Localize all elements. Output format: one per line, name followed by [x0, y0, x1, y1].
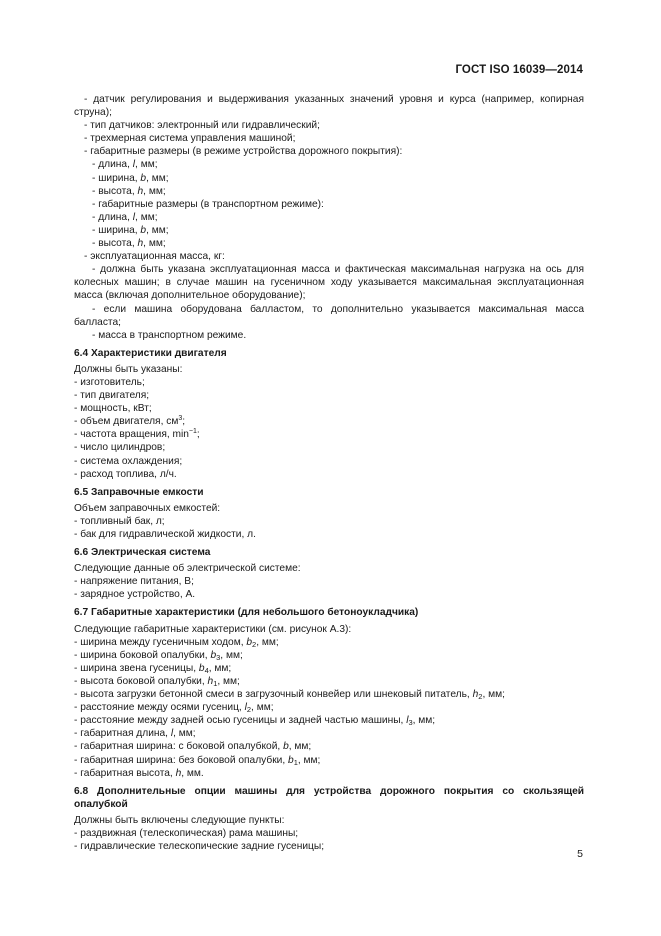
list-item: - ширина звена гусеницы, $b_4$, мм; — [74, 662, 232, 675]
list-item: - габаритная ширина: с боковой опалубкой, b, мм; — [74, 741, 312, 753]
list-item: - габаритная высота, h, мм. — [74, 767, 204, 779]
list-item: - эксплуатационная масса, кг: — [84, 251, 225, 263]
list-item: - если машина оборудована балластом, то дополнительно указывается максимальная масса балласта; — [74, 303, 584, 328]
section-heading-6-6: 6.6 Электрическая система — [74, 547, 211, 559]
list-item: - высота загрузки бетонной смеси в загрузочный конвейер или шнековый питатель, $h_2$, мм; — [74, 689, 505, 702]
section-lead: Должны быть включены следующие пункты: — [74, 814, 285, 826]
page-content — [74, 93, 584, 853]
list-item: - число цилиндров; — [74, 442, 166, 454]
list-item: - высота, h, мм; — [92, 238, 166, 250]
list-item: - габаритные размеры (в режиме устройства дорожного покрытия): — [84, 146, 403, 158]
list-item: - гидравлические телескопические задние гусеницы; — [74, 841, 325, 853]
list-item: - тип двигателя; — [74, 390, 150, 402]
section-heading-6-8: 6.8 Дополнительные опции машины для устройства дорожного покрытия со скользящей опалубкой — [74, 785, 584, 810]
section-lead: Следующие данные об электрической системе: — [74, 563, 301, 575]
list-item: - ширина, b, мм; — [92, 172, 169, 184]
list-item: - напряжение питания, В; — [74, 576, 194, 588]
list-item: - расстояние между осями гусениц, $l_2$, мм; — [74, 702, 274, 715]
list-item: - топливный бак, л; — [74, 515, 165, 527]
section-heading-6-7: 6.7 Габаритные характеристики (для небольшого бетоноукладчика) — [74, 607, 419, 619]
list-item: - высота, h, мм; — [92, 185, 166, 197]
list-item: - раздвижная (телескопическая) рама машины; — [74, 827, 299, 839]
list-item: - расстояние между задней осью гусеницы и задней частью машины, $l_3$, мм; — [74, 715, 436, 728]
page-number: 5 — [577, 848, 583, 860]
section-heading-6-4: 6.4 Характеристики двигателя — [74, 347, 227, 359]
list-item: - бак для гидравлической жидкости, л. — [74, 529, 256, 540]
list-item: - изготовитель; — [74, 376, 145, 388]
list-item: - ширина между гусеничным ходом, $b_2$, мм; — [74, 636, 279, 649]
list-item: - ширина, b, мм; — [92, 224, 169, 236]
list-item: - тип датчиков: электронный или гидравлический; — [84, 120, 320, 132]
list-item: - зарядное устройство, А. — [74, 589, 196, 601]
list-item: - длина, l, мм; — [92, 211, 158, 223]
list-item: - частота вращения, $\min^{-1}$; — [74, 428, 200, 441]
list-item: - длина, l, мм; — [92, 159, 158, 171]
section-heading-6-5: 6.5 Заправочные емкости — [74, 486, 204, 498]
list-item: - габаритные размеры (в транспортном режиме): — [92, 198, 324, 210]
list-item: - ширина боковой опалубки, $b_3$, мм; — [74, 649, 243, 662]
list-item: - трехмерная система управления машиной; — [84, 133, 296, 145]
list-item: - система охлаждения; — [74, 455, 183, 467]
section-lead: Объем заправочных емкостей: — [74, 502, 221, 514]
list-item: - габаритная ширина: без боковой опалубки, $b_1$, мм; — [74, 754, 321, 767]
section-lead: Следующие габаритные характеристики (см. рисунок А.3): — [74, 623, 352, 635]
section-lead: Должны быть указаны: — [74, 363, 183, 375]
list-item: - расход топлива, л/ч. — [74, 468, 177, 480]
list-item: - высота боковой опалубки, $h_1$, мм; — [74, 675, 240, 688]
list-item: - габаритная длина, l, мм; — [74, 728, 196, 740]
standard-header: ГОСТ ISO 16039—2014 — [455, 64, 583, 76]
list-item: - датчик регулирования и выдерживания указанных значений уровня и курса (например, копирная струна); — [74, 94, 584, 119]
list-item: - масса в транспортном режиме. — [92, 329, 247, 341]
list-item: - мощность, кВт; — [74, 403, 152, 415]
list-item: - должна быть указана эксплуатационная масса и фактическая максимальная нагрузка на ось для колесных машин; в случае машин на гусеничном ходу указывается максимальная эксплуатационная масса (включая дополнительное оборудование); — [74, 264, 584, 302]
list-item: - объем двигателя, $см^3$; — [74, 415, 186, 428]
